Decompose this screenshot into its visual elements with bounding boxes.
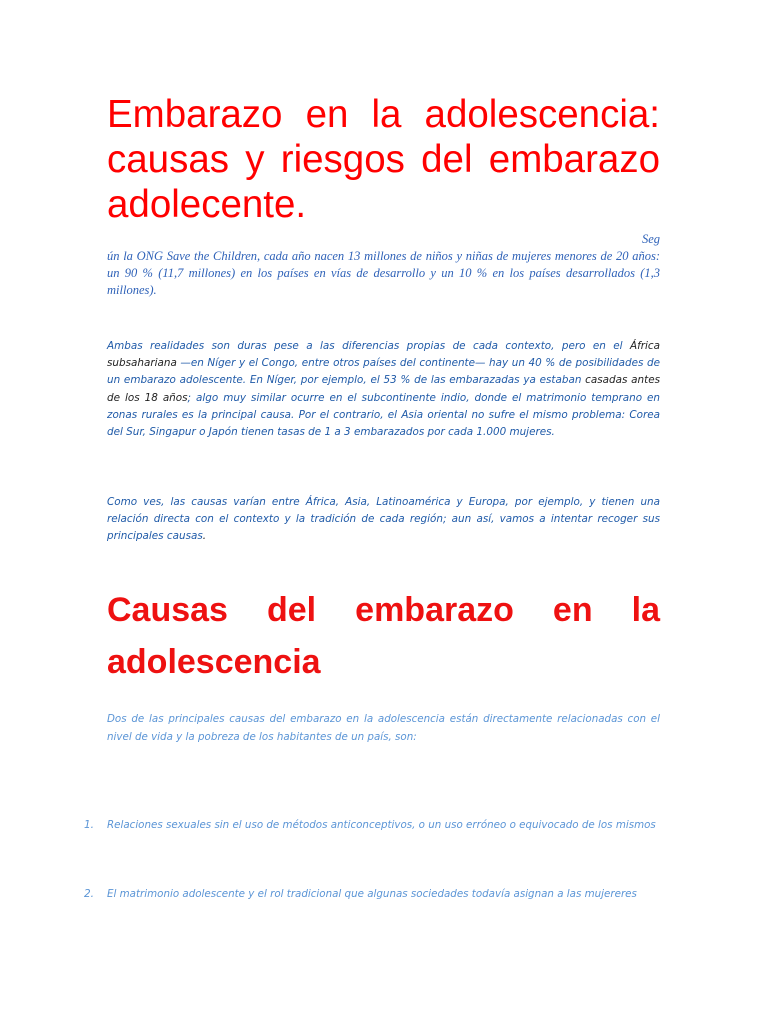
paragraph-text: ; algo muy similar ocurre en el subcontinente indio, donde el matrimonio temprano en zonas rurales es la principal causa. Por el contrario, el Asia oriental no sufre el mismo problema: Corea del Sur, Singapur o Japón tienen tasas de 1 a 3 embarazados por cada 1.000 mujeres. xyxy=(107,391,661,439)
section-heading: Causas del embarazo en la adolescencia xyxy=(107,591,660,681)
highlight-text: África subsahariana xyxy=(107,340,660,370)
document-title: Embarazo en la adolescencia: causas y riesgos del embarazo adolecente. xyxy=(107,93,660,226)
paragraph-main-causes: Dos de las principales causas del embarazo en la adolescencia están directamente relacionadas con el nivel de vida y la pobreza de los habitantes de un país, son: xyxy=(107,713,660,743)
list-item-number: 2. xyxy=(84,888,95,900)
intro-first-word: Seg xyxy=(641,232,660,246)
list-item-number: 1. xyxy=(84,819,95,831)
list-item-text: El matrimonio adolescente y el rol tradicional que algunas sociedades todavía asignan a las mujereres xyxy=(107,888,637,900)
paragraph-text: —en Níger y el Congo, entre otros países del continente— hay un 40 % de posibilidades de un embarazo adolescente. En Níger, por ejemplo, el 53 % de las embarazadas ya estaban xyxy=(107,357,660,387)
highlight-text: casadas antes de los 18 años xyxy=(107,374,660,404)
paragraph-africa xyxy=(107,338,660,441)
intro-paragraph: ún la ONG Save the Children, cada año nacen 13 millones de niños y niñas de mujeres menores de 20 años: un 90 % (11,7 millones) en los países en vías de desarrollo y un 10 % en los países desarrollados (1,3 millones). xyxy=(107,249,660,297)
list-item-text: Relaciones sexuales sin el uso de métodos anticonceptivos, o un uso erróneo o equivocado de los mismos xyxy=(107,819,656,831)
highlight-text: . xyxy=(202,530,207,543)
paragraph-text: Como ves, las causas varían entre África, Asia, Latinoamérica y Europa, por ejemplo, y tienen una relación directa con el contexto y la tradición de cada región; aun así, vamos a intentar recoger sus principales causas xyxy=(107,496,660,543)
paragraph-causes-intro xyxy=(107,494,660,546)
paragraph-text: Ambas realidades son duras pese a las diferencias propias de cada contexto, pero en el xyxy=(107,340,630,352)
